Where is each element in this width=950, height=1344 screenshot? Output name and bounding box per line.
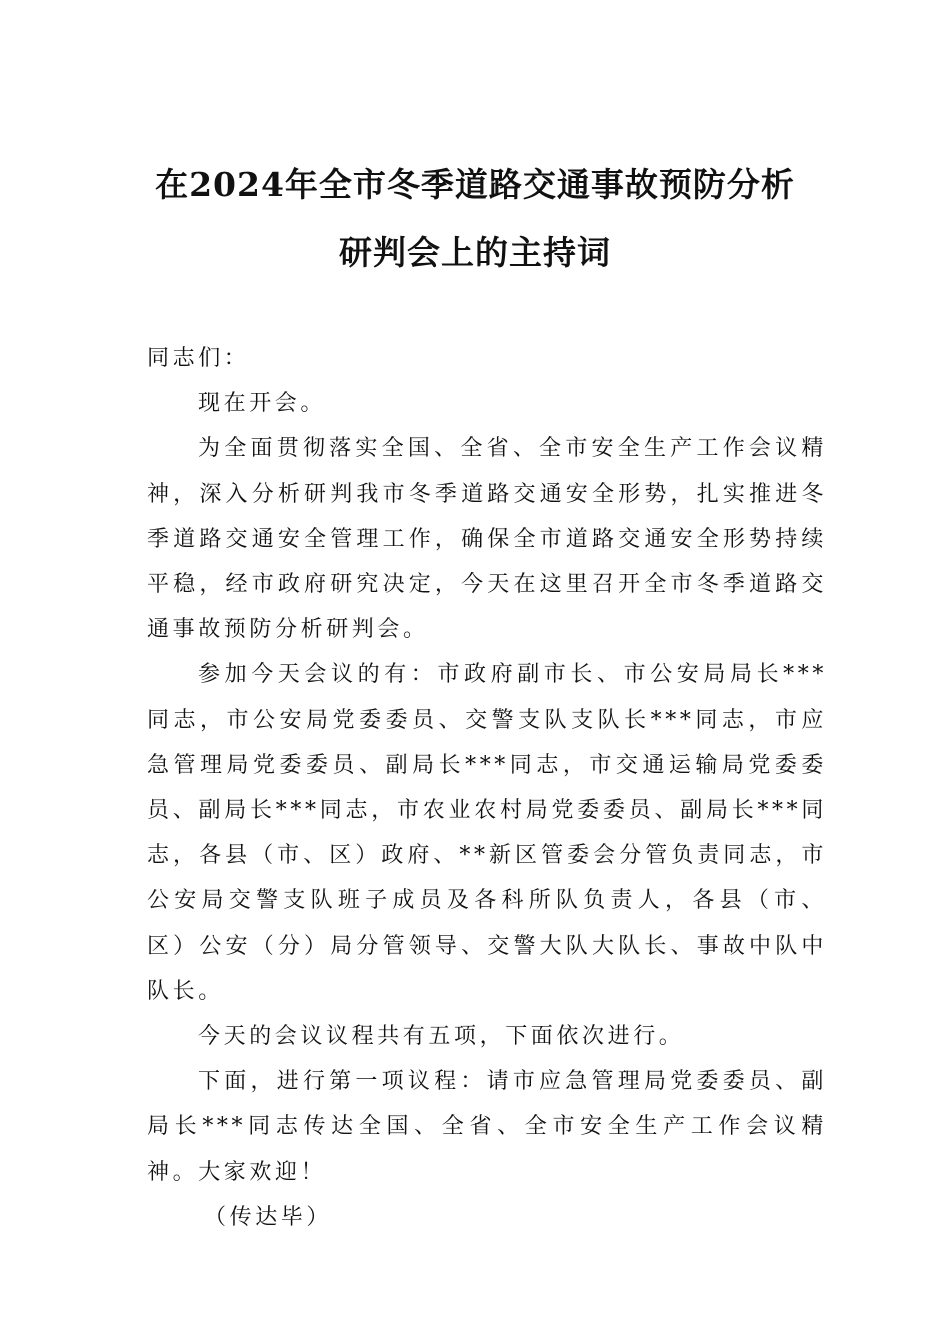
paragraph-opening: 现在开会。 [198, 391, 327, 417]
document-title-line-1: 在2024年全市冬季道路交通事故预防分析 [155, 165, 795, 204]
document-title-line-2: 研判会上的主持词 [339, 233, 611, 272]
salutation: 同志们： [147, 346, 250, 371]
document-body [147, 336, 827, 1240]
paragraph-attendees: 参加今天会议的有：市政府副市长、市公安局局长***同志，市公安局党委委员、交警支队支队长***同志，市应急管理局党委委员、副局长***同志，市交通运输局党委委员、副局长***同志，市农业农村局党委委员、副局长***同志，各县（市、区）政府、**新区管委会分管负责同志，市公安局交警支队班子成员及各科所队负责人，各县（市、区）公安（分）局分管领导、交警大队大队长、事故中队中队长。 [147, 662, 827, 1004]
paragraph-agenda: 今天的会议议程共有五项，下面依次进行。 [198, 1024, 685, 1050]
paragraph-purpose: 为全面贯彻落实全国、全省、全市安全生产工作会议精神，深入分析研判我市冬季道路交通安全形势，扎实推进冬季道路交通安全管理工作，确保全市道路交通安全形势持续平稳，经市政府研究决定，今天在这里召开全市冬季道路交通事故预防分析研判会。 [147, 436, 827, 643]
paragraph-first-item: 下面，进行第一项议程：请市应急管理局党委委员、副局长***同志传达全国、全省、全市安全生产工作会议精神。大家欢迎！ [147, 1069, 827, 1185]
paragraph-note: （传达毕） [204, 1204, 333, 1230]
